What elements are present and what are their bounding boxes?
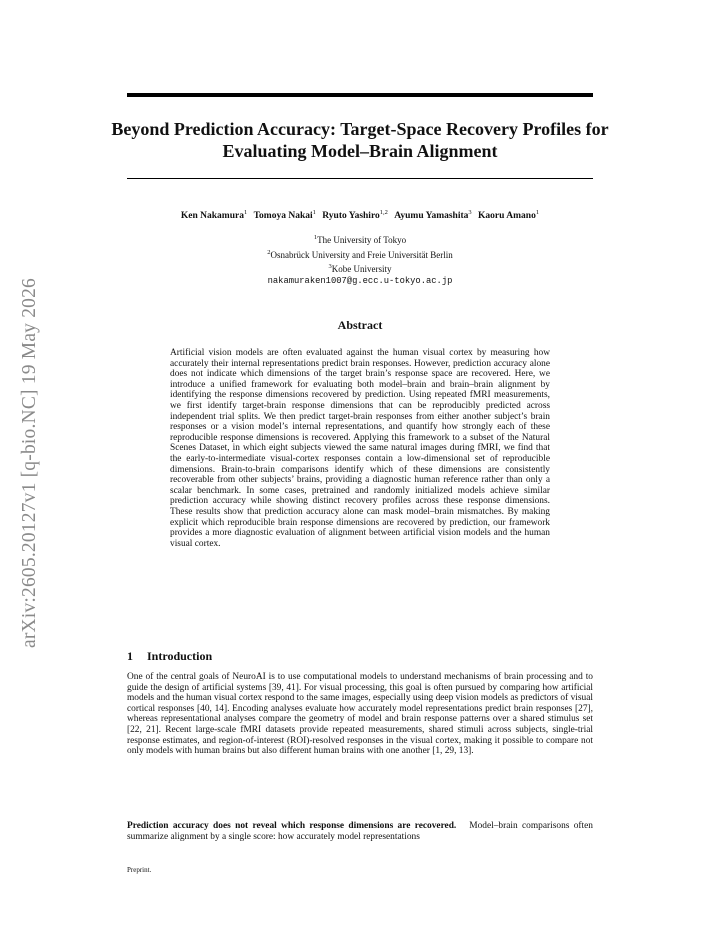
author: Ayumu Yamashita$^3$ (394, 209, 472, 222)
section-number: 1 (127, 649, 133, 663)
section-heading-introduction (127, 649, 593, 664)
paragraph-text: Model–brain comparisons often summarize alignment by a single score: how accurately model representations (127, 821, 593, 842)
affiliation: $^1$The University of Tokyo (313, 234, 407, 245)
section-title: Introduction (147, 649, 213, 663)
title-rule-bottom (127, 178, 593, 179)
author-list (100, 209, 620, 221)
affiliations (120, 232, 600, 287)
arxiv-identifier: arXiv:2605.20127v1 [q-bio.NC] 19 May 2026 (19, 278, 40, 648)
paper-title: Beyond Prediction Accuracy: Target-Space Recovery Profiles for Evaluating Model–Brain Alignment (111, 119, 609, 161)
affiliation: $^3$Kobe University (328, 263, 392, 274)
author: Kaoru Amano$^1$ (478, 209, 540, 222)
affiliation: $^2$Osnabrück University and Freie Universität Berlin (267, 248, 453, 260)
abstract-heading: Abstract (337, 318, 383, 332)
preprint-footer: Preprint. (127, 866, 152, 874)
paragraph (127, 821, 593, 842)
author: Ryuto Yashiro$^{1,2}$ (322, 209, 388, 222)
abstract-text: Artificial vision models are often evaluated against the human visual cortex by measuring how accurately their internal representations predict brain responses. However, prediction accuracy alone does not indicate which dimensions of the target brain’s response space are recovered. Here, we introduce a unified framework for evaluating both model–brain and brain–brain alignment by identifying the response dimensions recovered by prediction. Using repeated fMRI measurements, we first identify target-brain response dimensions that can be reproducibly predicted across independent trial splits. We then predict target-brain responses from either another subject’s brain responses or a vision model’s internal representations, and quantify how strongly each of these reproducible response dimensions is recovered. Applying this framework to a subset of the Natural Scenes Dataset, in which eight subjects viewed the same natural images during fMRI, we find that the early-to-intermediate visual-cortex responses contain a low-dimensional set of reproducible dimensions. Brain-to-brain comparisons identify which of these dimensions are consistently recoverable from other subjects’ brains, providing a diagnostic human reference rather than only a scalar benchmark. In some cases, pretrained and randomly initialized models achieve similar prediction accuracy while showing distinct recovery profiles across these response dimensions. These results show that prediction accuracy alone can mask model–brain mismatches. By making explicit which reproducible brain response dimensions are recovered by prediction, our framework provides a more diagnostic evaluation of alignment between artificial vision models and the human visual cortex. (170, 348, 550, 549)
paragraph-heading: Prediction accuracy does not reveal which response dimensions are recovered. (127, 821, 457, 831)
author: Tomoya Nakai$^1$ (253, 209, 316, 222)
author: Ken Nakamura$^1$ (180, 209, 248, 222)
title-rule-top (127, 93, 593, 97)
intro-paragraph: One of the central goals of NeuroAI is to use computational models to understand mechanisms of brain processing and to guide the design of artificial systems [39, 41]. For visual processing, this goal is often pursued by comparing how artificial models and the human visual cortex respond to the same images, especially using deep vision models as predictors of visual cortical responses [40, 14]. Encoding analyses evaluate how accurately model representations predict brain responses [27], whereas representational analyses compare the geometry of model and brain response patterns over a shared stimulus set [22, 21]. Recent large-scale fMRI datasets provide repeated measurements, shared stimuli across subjects, single-trial response estimates, and region-of-interest (ROI)-resolved responses in the visual cortex, making it possible to compare not only models with human brains but also different human brains with one another [1, 29, 13]. (127, 672, 593, 757)
author-email: nakamuraken1007@g.ecc.u-tokyo.ac.jp (267, 275, 453, 286)
